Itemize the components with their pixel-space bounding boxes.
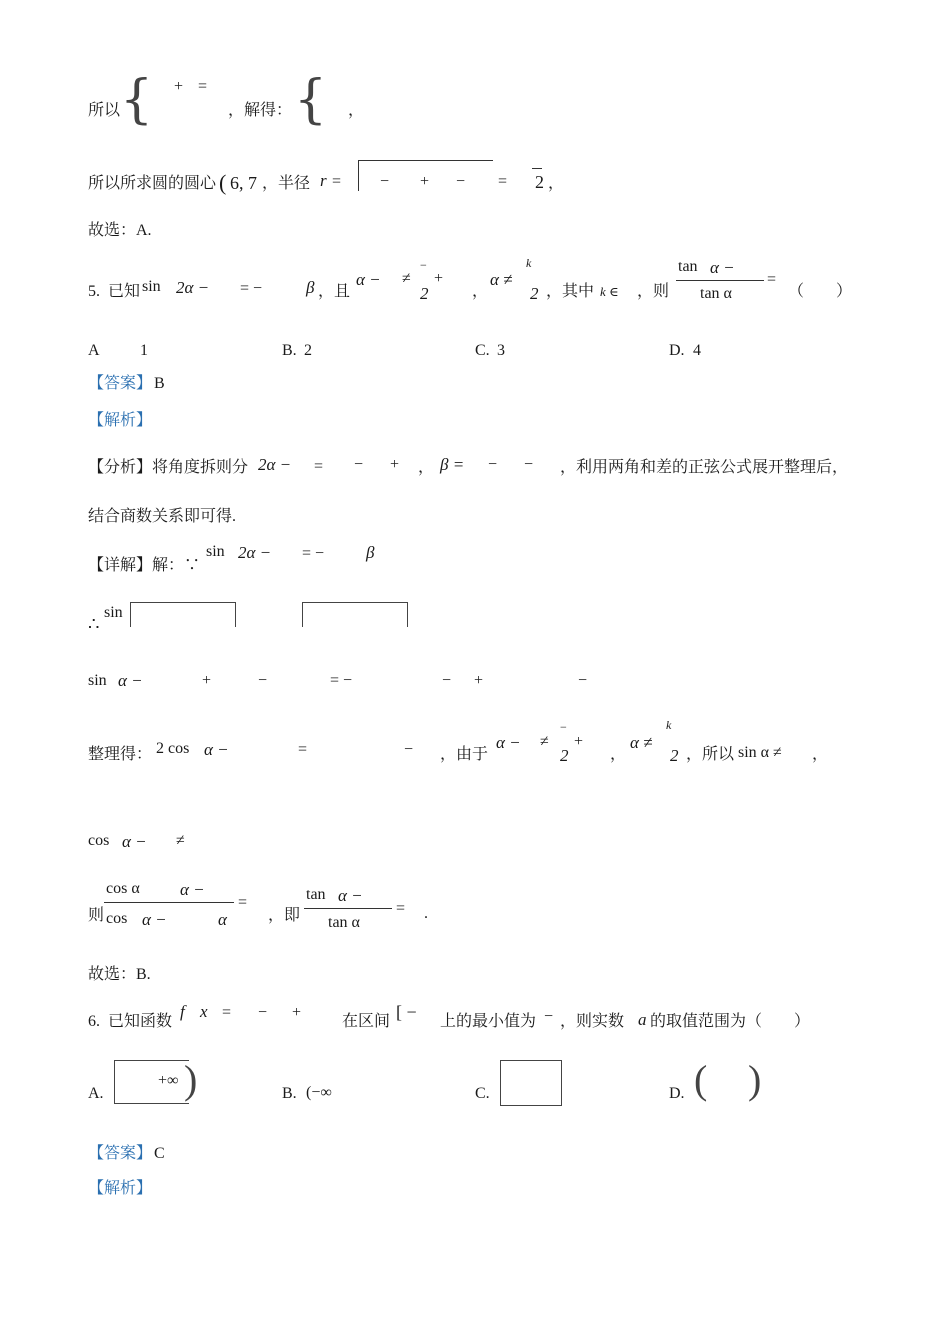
option-b-label: B. <box>282 1085 297 1102</box>
fraction-line-2 <box>304 908 392 909</box>
q6-text1: 已知函数 <box>108 1013 173 1030</box>
minus-2: − <box>488 456 498 473</box>
fenxi-text3: 结合商数关系即可得. <box>88 508 237 525</box>
option-a-inf: +∞ <box>158 1072 179 1089</box>
comma: ， <box>418 459 435 476</box>
q5-qizhong: ，其中 <box>546 283 595 300</box>
youyu-text: ，由于 <box>440 746 489 763</box>
two: 2 <box>535 172 544 192</box>
alpha-minus: α − <box>356 270 381 289</box>
option-d-value: 4 <box>693 342 701 359</box>
frac-2: 2 <box>420 284 429 303</box>
q6-number: 6. <box>88 1013 100 1030</box>
alpha-minus-2: α − <box>496 733 521 752</box>
frac-2b: 2 <box>670 746 679 765</box>
option-a-value: 1 <box>140 342 148 359</box>
q5-paren: （ ） <box>788 283 853 300</box>
option-a-rparen: ) <box>184 1057 198 1102</box>
cos: cos <box>88 832 110 849</box>
option-c-label: C. <box>475 1085 490 1102</box>
equals: = <box>298 741 308 758</box>
bracket-1 <box>130 602 236 627</box>
q6-text5: 的取值范围为（ ） <box>650 1013 811 1030</box>
comma-2: ， <box>812 746 829 763</box>
option-a-label: A. <box>88 1085 104 1102</box>
fenxi-tag: 【分析】 <box>88 459 153 476</box>
option-d-label: D. <box>669 342 685 359</box>
not-equal: ≠ <box>402 270 411 287</box>
alpha-ne: α ≠ <box>490 270 513 289</box>
minus: − <box>354 456 364 473</box>
minus: − <box>258 672 268 689</box>
interval-bracket: [ − <box>396 1002 417 1022</box>
two-alpha: 2α − <box>176 278 210 297</box>
neg-sign: − <box>544 1008 554 1025</box>
alpha-minus: α − <box>204 740 229 759</box>
frac-2b: 2 <box>530 284 539 303</box>
fenxi-text1: 将角度拆则分 <box>152 459 249 476</box>
q5-qie: ，且 <box>318 283 351 300</box>
option-d-rparen: ) <box>748 1057 762 1102</box>
k-var: k <box>666 718 672 732</box>
expr-2alpha: 2α − <box>238 543 272 562</box>
not-equal: ≠ <box>540 733 549 750</box>
jie: 解：∵ <box>152 557 201 574</box>
tan-den: tan α <box>328 914 360 931</box>
period: . <box>424 905 428 922</box>
minus-2: − <box>456 173 466 190</box>
comma: ， <box>548 175 565 192</box>
fraction-line <box>104 902 234 903</box>
den-cos: cos <box>106 910 128 927</box>
tan-num: tan <box>678 258 698 275</box>
num-cos-alpha: cos α <box>106 880 140 897</box>
alpha-minus: α − <box>118 671 143 690</box>
minus-2: − <box>442 672 452 689</box>
answer-choice-b: 故选：B. <box>88 966 151 983</box>
equals: = <box>332 173 342 190</box>
fenxi-text2: ，利用两角和差的正弦公式展开整理后， <box>560 459 849 476</box>
plus: + <box>574 733 584 750</box>
sqrt-bar <box>532 168 542 169</box>
text-jiede: ，解得： <box>228 102 293 119</box>
option-b-value: (−∞ <box>306 1084 332 1101</box>
equals: = <box>238 894 248 911</box>
minus-1: − <box>380 173 390 190</box>
frac-2: 2 <box>560 746 569 765</box>
not-equal: ≠ <box>176 832 185 849</box>
frac-bar: − <box>420 258 427 272</box>
q5-ze: ，则 <box>637 283 670 300</box>
q6-text3: 上的最小值为 <box>440 1013 537 1030</box>
center-coords: 6, 7 <box>230 173 257 193</box>
den-alpha: α <box>218 910 227 929</box>
num-alpha-minus: α − <box>180 880 205 899</box>
sin: sin <box>104 604 123 621</box>
plus-2: + <box>474 672 484 689</box>
q5-yizhi: 已知 <box>108 283 141 300</box>
ji-text: ，即 <box>268 907 301 924</box>
equals: = <box>767 271 777 288</box>
plus-sign: + <box>174 78 184 95</box>
sin: sin <box>88 672 107 689</box>
fraction-line <box>676 280 764 281</box>
beta-eq: β = <box>440 455 465 474</box>
sin: sin <box>142 278 161 295</box>
ze-text: 则 <box>88 907 105 924</box>
analysis-tag: 【解析】 <box>88 412 153 429</box>
q6-text4: ，则实数 <box>560 1013 625 1030</box>
plus: + <box>434 270 444 287</box>
comma: ， <box>610 746 627 763</box>
minus-3: − <box>524 456 534 473</box>
q6-text2: 在区间 <box>342 1013 391 1030</box>
minus-3: − <box>578 672 588 689</box>
left-brace: { <box>120 70 154 130</box>
eq-neg: = − <box>302 545 325 562</box>
f-var: f <box>180 1002 185 1021</box>
plus: + <box>202 672 212 689</box>
tan-num: tan <box>306 886 326 903</box>
plus: + <box>390 456 400 473</box>
q5-number: 5. <box>88 283 100 300</box>
eq-neg: = − <box>330 672 353 689</box>
text-suoyi: 所以 <box>88 102 121 119</box>
minus: − <box>258 1004 268 1021</box>
therefore-symbol: ∴ <box>88 614 100 634</box>
option-c-bracket <box>500 1060 562 1106</box>
option-c-value: 3 <box>497 342 505 359</box>
two-cos: 2 cos <box>156 740 190 757</box>
x-var: x <box>200 1002 208 1021</box>
minus: − <box>404 741 414 758</box>
analysis-tag: 【解析】 <box>88 1180 153 1197</box>
sin: sin <box>206 543 225 560</box>
plus-1: + <box>420 173 430 190</box>
alpha-minus-num: α − <box>710 258 735 277</box>
tan-alpha-minus: α − <box>338 886 363 905</box>
option-a-label: A <box>88 342 100 359</box>
option-d-label: D. <box>669 1085 685 1102</box>
frac-bar: − <box>560 720 567 734</box>
answer-choice: 故选：A. <box>88 222 152 239</box>
comma: ， <box>472 283 489 300</box>
option-b-value: 2 <box>304 342 312 359</box>
equals-2: = <box>498 173 508 190</box>
option-b-label: B. <box>282 342 297 359</box>
bracket-2 <box>302 602 408 627</box>
lparen: ( <box>219 170 227 195</box>
text-radius: ，半径 <box>262 175 311 192</box>
expr-2alpha: 2α − <box>258 455 292 474</box>
alpha-minus: α − <box>122 832 147 851</box>
a-var: a <box>638 1010 647 1029</box>
equals: = <box>314 458 324 475</box>
suoyi-text: ，所以 <box>686 746 735 763</box>
answer-tag: 【答案】 <box>88 1145 153 1162</box>
option-d-lparen: ( <box>694 1057 708 1102</box>
answer-value: B <box>154 375 165 392</box>
beta: β <box>306 278 315 297</box>
k-in: k ∈ <box>600 284 619 299</box>
answer-tag: 【答案】 <box>88 375 153 392</box>
xiangjie-tag: 【详解】 <box>88 557 153 574</box>
tan-den: tan α <box>700 285 732 302</box>
sin-alpha-ne: sin α ≠ <box>738 744 782 761</box>
left-brace-2: { <box>294 70 328 130</box>
beta: β <box>366 543 375 562</box>
answer-value: C <box>154 1145 165 1162</box>
option-c-label: C. <box>475 342 490 359</box>
den-alpha-minus: α − <box>142 910 167 929</box>
comma: ， <box>348 102 365 119</box>
r-var: r <box>320 171 327 190</box>
zhengli-text: 整理得： <box>88 746 153 763</box>
text-center: 所以所求圆的圆心 <box>88 175 217 192</box>
equals-2: = <box>396 900 406 917</box>
alpha-ne: α ≠ <box>630 733 653 752</box>
plus: + <box>292 1004 302 1021</box>
equals-sign: = <box>198 78 208 95</box>
eq-neg: = − <box>240 280 263 297</box>
equals: = <box>222 1004 232 1021</box>
k-var: k <box>526 256 532 270</box>
